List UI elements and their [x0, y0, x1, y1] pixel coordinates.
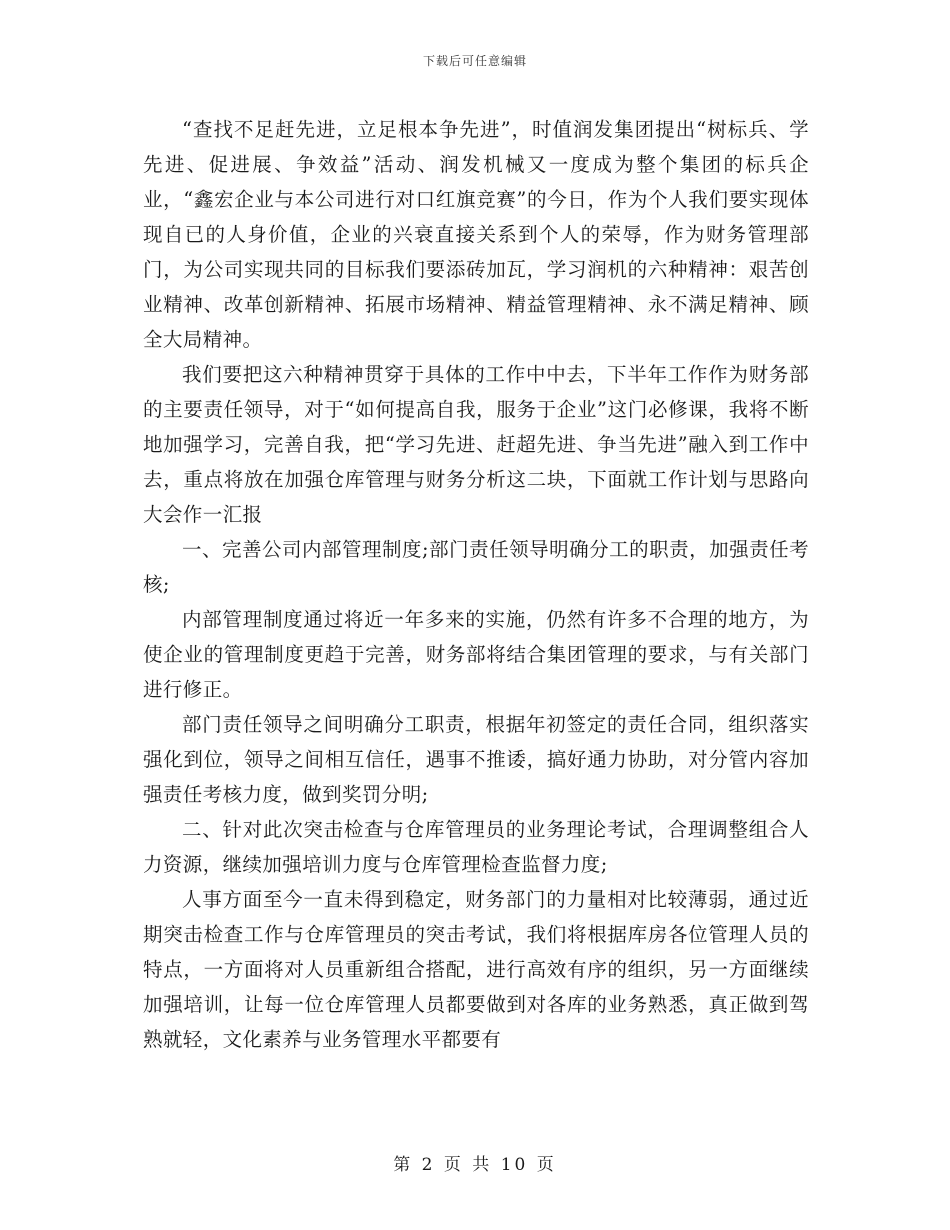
paragraph-7: 人事方面至今一直未得到稳定，财务部门的力量相对比较薄弱，通过近期突击检查工作与仓库管理员的突击考试，我们将根据库房各位管理人员的特点，一方面将对人员重新组合搭配，进行高效有序的组织，另一方面继续加强培训，让每一位仓库管理人员都要做到对各库的业务熟悉，真正做到驾熟就轻，文化素养与业务管理水平都要有 [143, 888, 809, 1051]
paragraph-5: 部门责任领导之间明确分工职责，根据年初签定的责任合同，组织落实强化到位，领导之间相互信任，遇事不推诿，搞好通力协助，对分管内容加强责任考核力度，做到奖罚分明; [143, 713, 809, 806]
page-footer: 第 2 页 共 10 页 [393, 1155, 557, 1175]
page-header: 下载后可任意编辑 [422, 54, 527, 68]
paragraph-3-section-heading: 一、完善公司内部管理制度;部门责任领导明确分工的职责，加强责任考核; [143, 538, 809, 596]
document-body [143, 112, 809, 1057]
paragraph-4: 内部管理制度通过将近一年多来的实施，仍然有许多不合理的地方，为使企业的管理制度更趋于完善，财务部将结合集团管理的要求，与有关部门进行修正。 [143, 608, 809, 701]
paragraph-2: 我们要把这六种精神贯穿于具体的工作中中去，下半年工作作为财务部的主要责任领导，对于“如何提高自我，服务于企业”这门必修课，我将不断地加强学习，完善自我，把“学习先进、赶超先进、争当先进”融入到工作中去，重点将放在加强仓库管理与财务分析这二块，下面就工作计划与思路向大会作一汇报 [143, 363, 809, 526]
paragraph-6-section-heading: 二、针对此次突击检查与仓库管理员的业务理论考试，合理调整组合人力资源，继续加强培训力度与仓库管理检查监督力度; [143, 818, 809, 876]
paragraph-1: “查找不足赶先进，立足根本争先进”，时值润发集团提出“树标兵、学先进、促进展、争效益”活动、润发机械又一度成为整个集团的标兵企业，“鑫宏企业与本公司进行对口红旗竞赛”的今日，作为个人我们要实现体现自已的人身价值，企业的兴衰直接关系到个人的荣辱，作为财务管理部门，为公司实现共同的目标我们要添砖加瓦，学习润机的六种精神：艰苦创业精神、改革创新精神、拓展市场精神、精益管理精神、永不满足精神、顾全大局精神。 [143, 118, 809, 351]
